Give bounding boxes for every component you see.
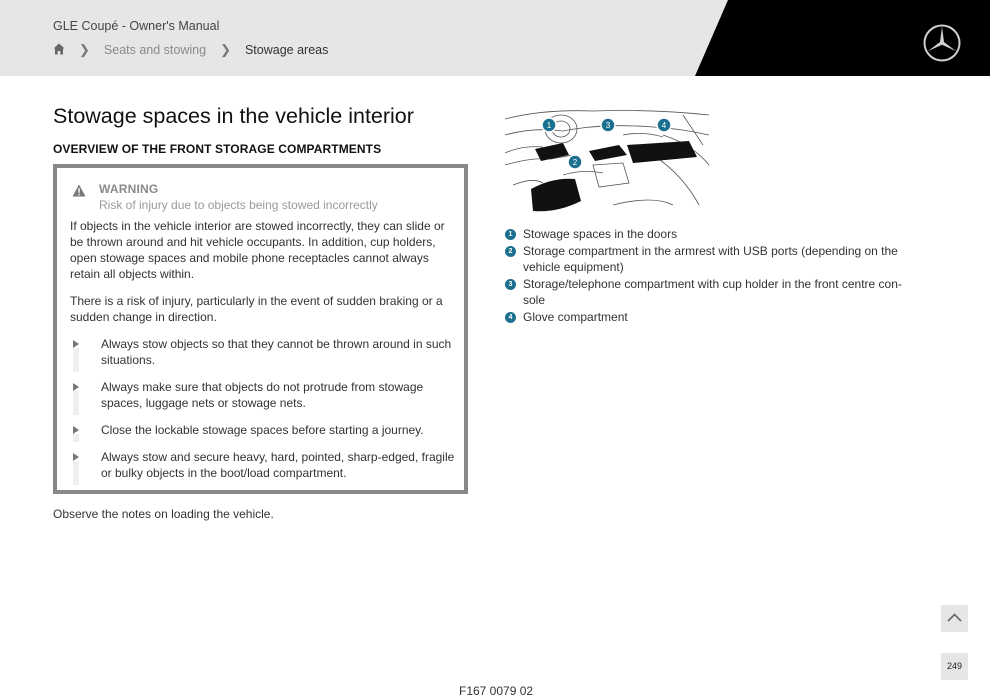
bullet-text: Always stow objects so that they cannot be thrown around in such situations. xyxy=(101,337,452,367)
legend-text: Glove compartment xyxy=(523,310,628,324)
breadcrumb-current: Stowage areas xyxy=(244,43,329,57)
warning-paragraph: There is a risk of injury, particularly in the event of sudden braking or a sudden change in direction. xyxy=(70,294,443,324)
legend-text: Stowage spaces in the doors xyxy=(523,227,678,241)
callout-4-label: 4 xyxy=(661,121,667,130)
home-icon[interactable] xyxy=(53,43,65,58)
legend-text: Storage/telephone compartment with cup holder in the front centre con-sole xyxy=(523,277,902,307)
callout-2-label: 2 xyxy=(572,158,578,167)
warning-paragraph: If objects in the vehicle interior are stowed incorrectly, they can slide or be thrown around and hit vehicle occupants. In addition, cup holders, open stowage spaces and mobile phone receptacles cannot always retain all objects within. xyxy=(70,219,445,281)
legend-number: 3 xyxy=(505,279,516,290)
legend-item xyxy=(505,276,905,308)
bullet-text: Always stow and secure heavy, hard, pointed, sharp-edged, fragile or bulky objects in the boot/load compartment. xyxy=(101,450,455,480)
warning-bullet-list xyxy=(70,336,455,492)
scroll-to-top-button[interactable] xyxy=(941,605,968,632)
bullet-arrow-icon xyxy=(70,422,82,438)
warning-subtitle: Risk of injury due to objects being stowed incorrectly xyxy=(99,198,378,212)
warning-bullet xyxy=(70,449,455,481)
warning-triangle-icon xyxy=(72,184,86,197)
legend-item xyxy=(505,243,905,275)
bullet-arrow-icon xyxy=(70,379,82,411)
callout-1-label: 1 xyxy=(546,121,552,130)
legend-number: 2 xyxy=(505,246,516,257)
page-number-badge: 249 xyxy=(941,653,968,680)
breadcrumb-link-seats[interactable]: Seats and stowing xyxy=(103,43,207,57)
vehicle-interior-illustration xyxy=(503,105,711,213)
section-heading: OVERVIEW OF THE FRONT STORAGE COMPARTMENTS xyxy=(53,142,382,156)
warning-label: WARNING xyxy=(99,182,159,196)
warning-bullet xyxy=(70,336,455,368)
figure-legend xyxy=(505,226,905,326)
warning-box xyxy=(53,164,468,494)
bullet-text: Close the lockable stowage spaces before starting a journey. xyxy=(101,423,424,437)
legend-item xyxy=(505,226,905,242)
figure-code: F167 0079 02 xyxy=(459,684,534,698)
observe-note: Observe the notes on loading the vehicle. xyxy=(53,507,274,521)
legend-item xyxy=(505,309,905,325)
legend-number: 4 xyxy=(505,312,516,323)
bullet-arrow-icon xyxy=(70,336,82,368)
callout-3-label: 3 xyxy=(605,121,611,130)
mercedes-star-icon[interactable] xyxy=(922,23,962,63)
breadcrumb xyxy=(53,42,328,58)
legend-number: 1 xyxy=(505,229,516,240)
legend-text: Storage compartment in the armrest with USB ports (depending on the vehicle equipment) xyxy=(523,244,898,274)
chevron-up-icon xyxy=(941,605,968,632)
warning-bullet xyxy=(70,422,455,438)
chevron-right-icon: ❯ xyxy=(79,42,90,57)
bullet-text: Always make sure that objects do not protrude from stowage spaces, luggage nets or stowage nets. xyxy=(101,380,424,410)
document-title: GLE Coupé - Owner's Manual xyxy=(53,19,220,33)
chevron-right-icon: ❯ xyxy=(220,42,231,57)
warning-bullet xyxy=(70,379,455,411)
page-title: Stowage spaces in the vehicle interior xyxy=(53,104,414,128)
bullet-arrow-icon xyxy=(70,449,82,481)
